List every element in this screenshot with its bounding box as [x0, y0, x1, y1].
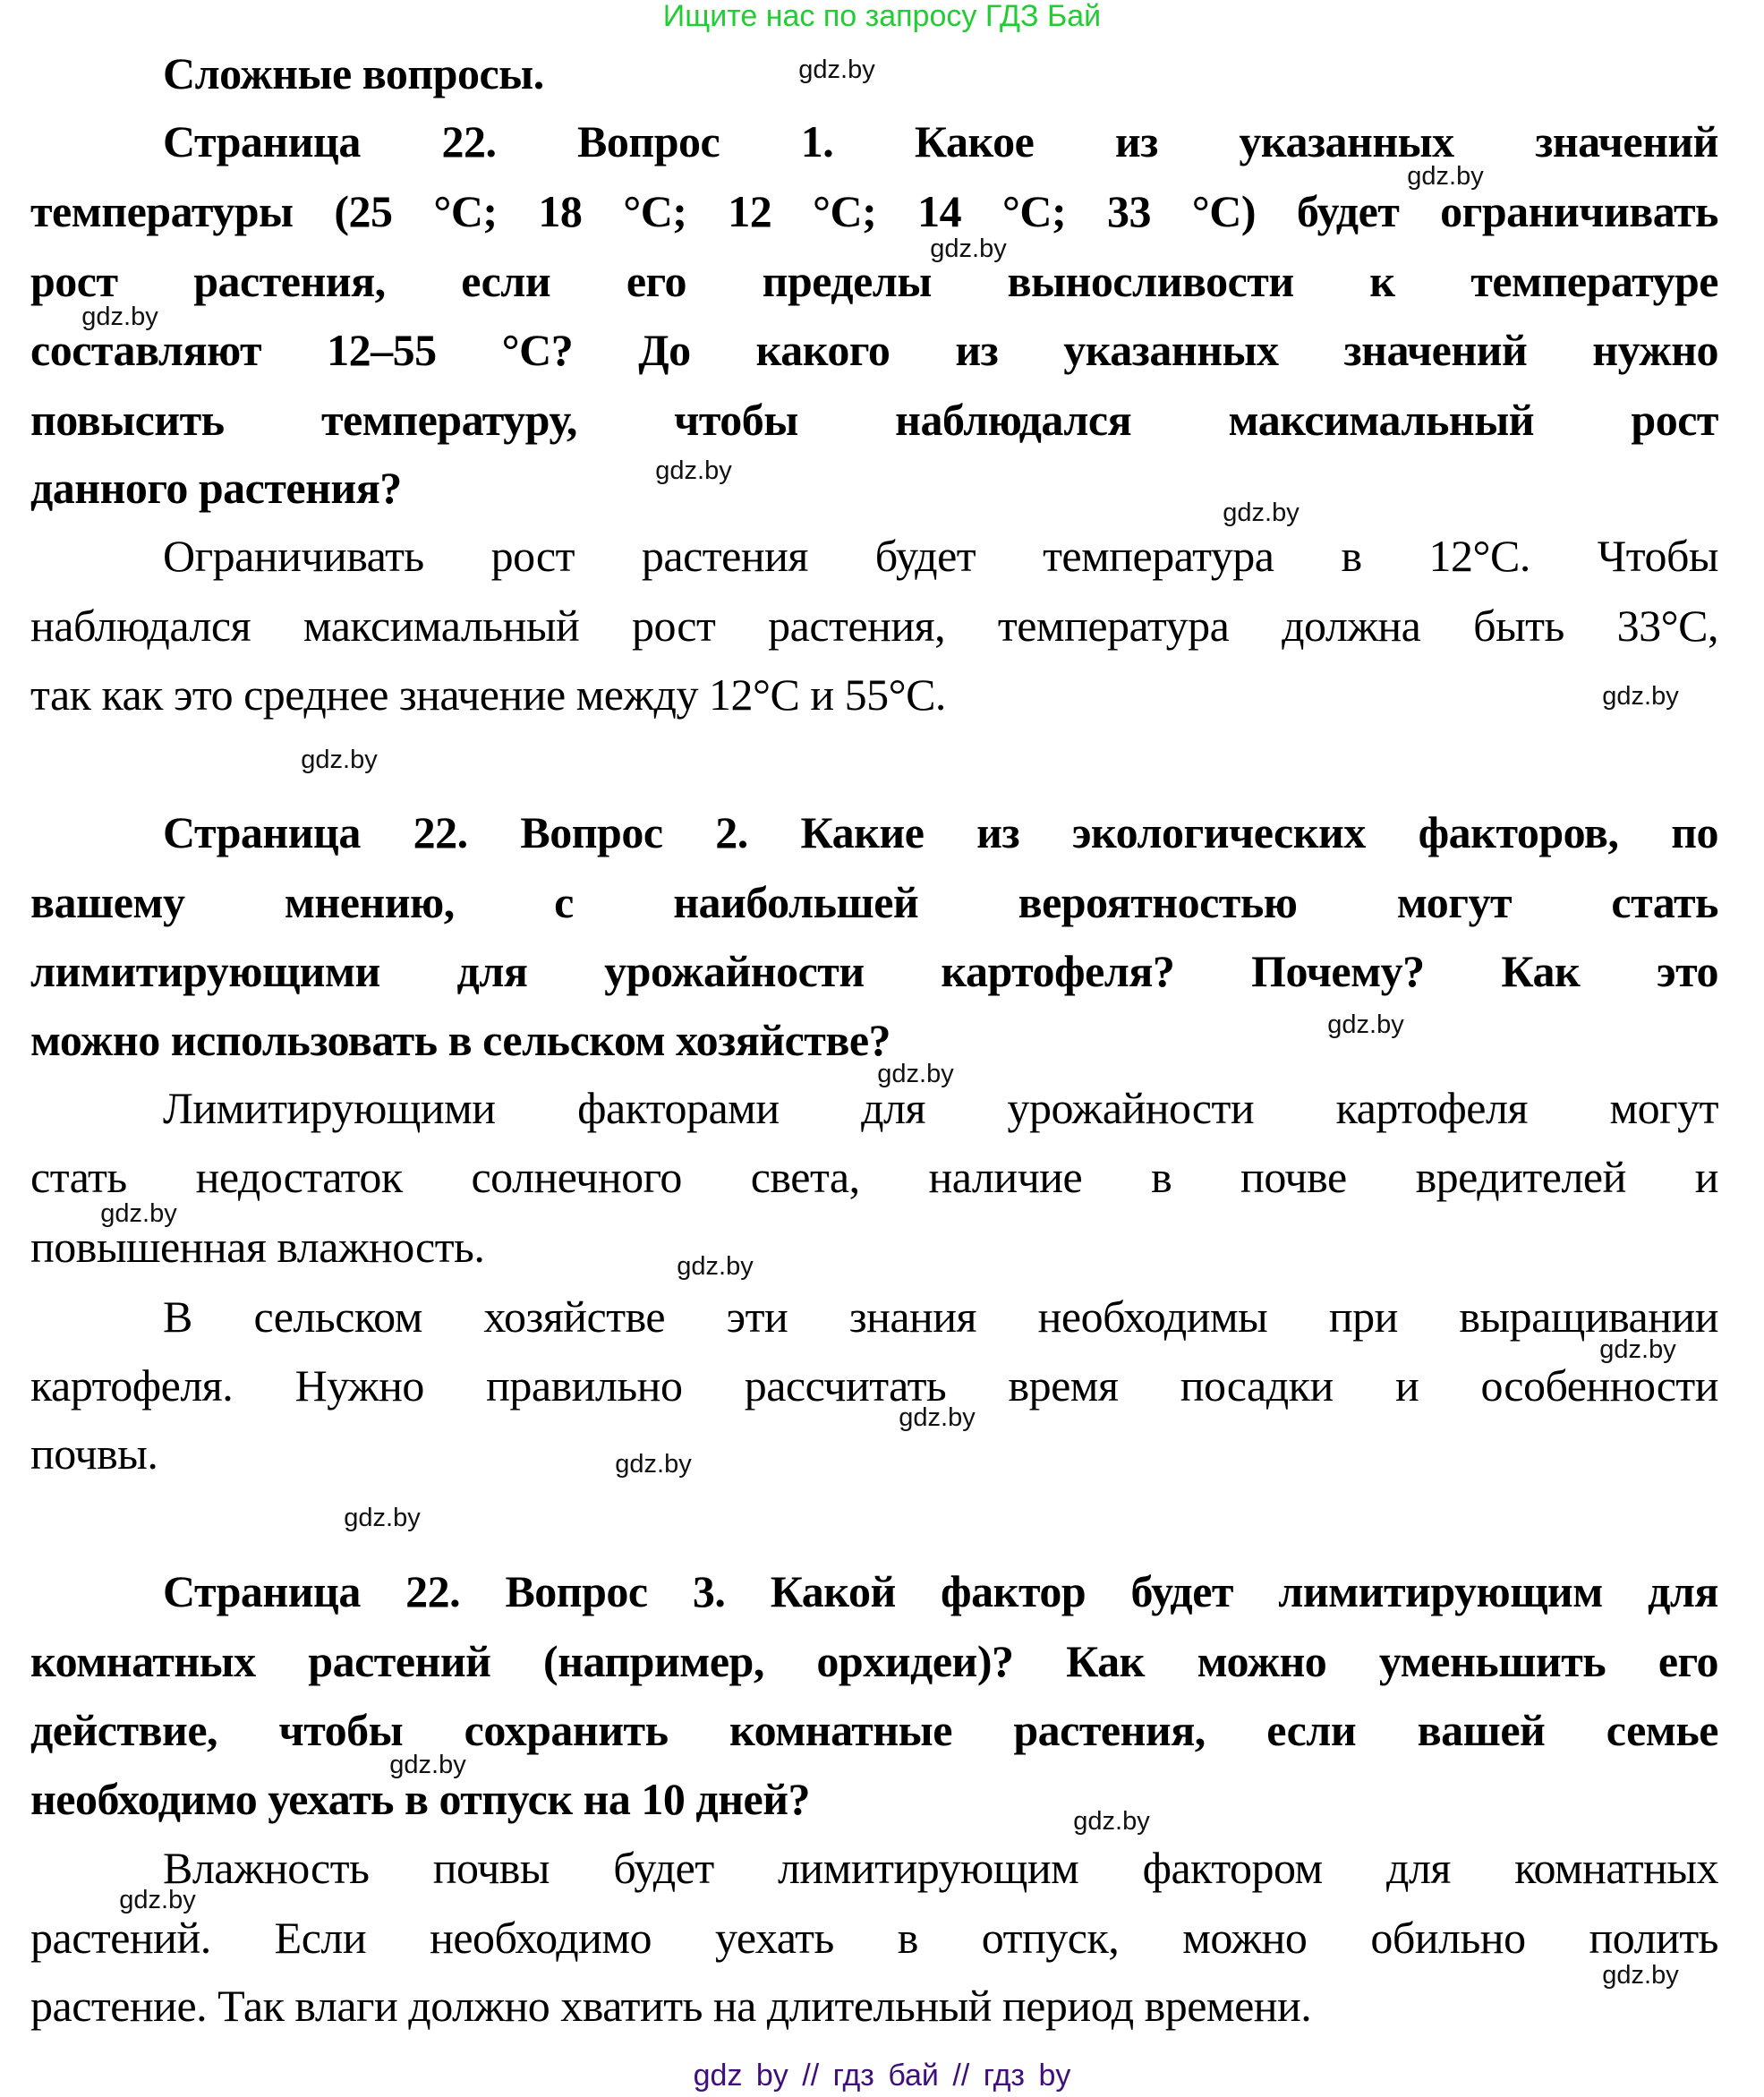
watermark: gdz.by [677, 1252, 754, 1281]
answer-line: так как это среднее значение между 12°С и 55°С. [30, 669, 946, 720]
question-line: температуры (25 °С; 18 °С; 12 °С; 14 °С; 33 °С) будет ограничивать [30, 186, 1718, 236]
watermark: gdz.by [119, 1886, 196, 1914]
question-line: данного растения? [30, 463, 402, 513]
watermark: gdz.by [1407, 162, 1484, 191]
watermark: gdz.by [1327, 1010, 1404, 1039]
watermark: gdz.by [1599, 1335, 1676, 1364]
answer-line: почвы. [30, 1428, 158, 1479]
answer-line: картофеля. Нужно правильно рассчитать время посадки и особенности [30, 1360, 1718, 1411]
watermark: gdz.by [1602, 682, 1679, 711]
answer-line: растений. Если необходимо уехать в отпуск, можно обильно полить [30, 1913, 1718, 1963]
watermark: gdz.by [1223, 499, 1300, 527]
question-line: Страница 22. Вопрос 3. Какой фактор будет лимитирующим для [163, 1566, 1718, 1616]
answer-line: растение. Так влаги должно хватить на длительный период времени. [30, 1981, 1312, 2031]
question-line: составляют 12–55 °С? До какого из указанных значений нужно [30, 325, 1718, 375]
answer-line: повышенная влажность. [30, 1222, 485, 1272]
question-line: комнатных растений (например, орхидеи)? Как можно уменьшить его [30, 1636, 1718, 1686]
answer-line: В сельском хозяйстве эти знания необходимы при выращивании [163, 1291, 1718, 1342]
watermark: gdz.by [344, 1504, 421, 1532]
watermark: gdz.by [389, 1751, 466, 1779]
watermark: gdz.by [1602, 1961, 1679, 1990]
watermark: gdz.by [930, 234, 1007, 263]
question-line: повысить температуру, чтобы наблюдался максимальный рост [30, 395, 1718, 445]
question-line: необходимо уехать в отпуск на 10 дней? [30, 1774, 811, 1824]
section-title: Сложные вопросы. [163, 48, 544, 98]
watermark: gdz.by [655, 456, 732, 485]
answer-line: Лимитирующими факторами для урожайности картофеля могут [163, 1083, 1718, 1133]
question-line: действие, чтобы сохранить комнатные растения, если вашей семье [30, 1705, 1718, 1755]
answer-line: наблюдался максимальный рост растения, температура должна быть 33°С, [30, 601, 1718, 651]
question-line: Страница 22. Вопрос 1. Какое из указанных значений [163, 116, 1718, 166]
watermark: gdz.by [899, 1403, 976, 1432]
watermark: gdz.by [1073, 1807, 1150, 1836]
watermark: gdz.by [301, 746, 378, 774]
footer-links: gdz by // гдз бай // гдз by [693, 2059, 1071, 2093]
question-line: можно использовать в сельском хозяйстве? [30, 1015, 891, 1065]
watermark: gdz.by [100, 1199, 177, 1228]
question-line: рост растения, если его пределы выносливости к температуре [30, 256, 1718, 306]
watermark: gdz.by [81, 303, 158, 331]
question-line: Страница 22. Вопрос 2. Какие из экологических факторов, по [163, 807, 1718, 857]
answer-line: Влажность почвы будет лимитирующим фактором для комнатных [163, 1843, 1718, 1893]
watermark: gdz.by [798, 55, 875, 84]
answer-line: Ограничивать рост растения будет температура в 12°С. Чтобы [163, 531, 1718, 581]
search-hint-banner: Ищите нас по запросу ГДЗ Бай [662, 0, 1102, 33]
watermark: gdz.by [615, 1450, 692, 1479]
question-line: лимитирующими для урожайности картофеля? Почему? Как это [30, 946, 1718, 996]
watermark: gdz.by [877, 1060, 954, 1088]
question-line: вашему мнению, с наибольшей вероятностью могут стать [30, 877, 1718, 927]
answer-line: стать недостаток солнечного света, наличие в почве вредителей и [30, 1152, 1718, 1202]
